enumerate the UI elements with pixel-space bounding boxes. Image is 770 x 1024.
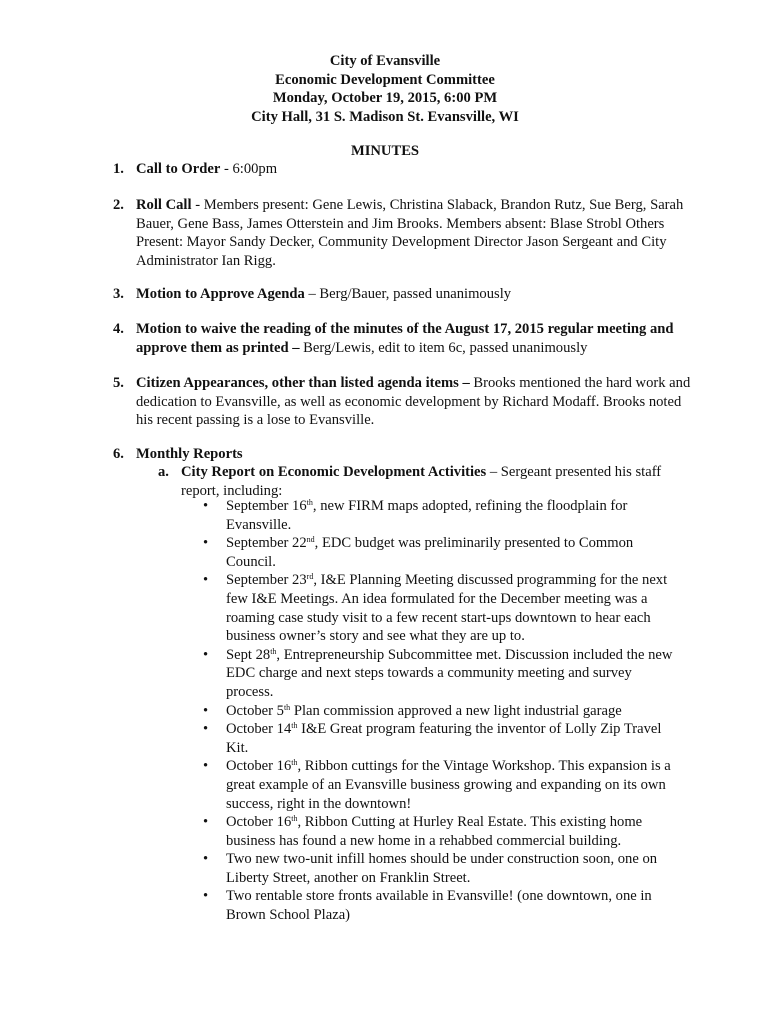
item-text: - 6:00pm xyxy=(220,161,278,177)
report-bullet-list xyxy=(200,497,680,925)
list-item: • September 16th, new FIRM maps adopted, refining the floodplain for Evansville. xyxy=(203,498,628,533)
agenda-item-4 xyxy=(113,320,693,357)
bullet-icon: • xyxy=(203,498,209,514)
agenda-item-6 xyxy=(113,445,693,464)
list-item: • Sept 28th, Entrepreneurship Subcommittee met. Discussion included the new EDC charge and next steps towards a community meeting and survey process. xyxy=(203,646,673,700)
item-title: Roll Call xyxy=(136,197,192,213)
bullet-icon: • xyxy=(203,572,209,589)
list-item: • Two new two-unit infill homes should be under construction soon, one on Liberty Street, another on Franklin Street. xyxy=(203,851,658,886)
document-header xyxy=(0,52,770,126)
item-title: Call to Order xyxy=(136,161,221,177)
item-title: Motion to waive the reading of the minutes of the August 17, 2015 regular meeting and approve them as printed – xyxy=(136,321,674,356)
list-item: • October 5th Plan commission approved a new light industrial garage xyxy=(203,702,622,719)
header-date: Monday, October 19, 2015, 6:00 PM xyxy=(272,90,498,106)
bullet-icon: • xyxy=(203,702,209,719)
item-number: 2. xyxy=(113,197,124,213)
item-text: - Members present: Gene Lewis, Christina Slaback, Brandon Rutz, Sue Berg, Sarah Bauer, Gene Bass, James Otterstein and Jim Brooks. Members absent: Blase Strobl Others Present: Mayor Sandy Decker, Community Development Director Jason Sergeant and City Administrator Ian Rigg. xyxy=(136,197,684,269)
item-text: Brooks mentioned the hard work and dedication to Evansville, as well as economic development by Richard Modaff. Brooks noted his recent passing is a lose to Evansville. xyxy=(136,375,691,429)
subitem-letter: a. xyxy=(158,464,169,480)
bullet-icon: • xyxy=(203,721,209,738)
agenda-item-2 xyxy=(113,196,693,270)
bullet-icon: • xyxy=(203,814,209,831)
item-number: 5. xyxy=(113,375,124,391)
monthly-report-subitem xyxy=(158,463,693,500)
header-location: City Hall, 31 S. Madison St. Evansville, WI xyxy=(251,108,519,125)
list-item: • October 14th I&E Great program featuring the inventor of Lolly Zip Travel Kit. xyxy=(203,721,662,756)
subitem-text: – Sergeant presented his staff report, including: xyxy=(181,464,662,499)
list-item: • September 23rd, I&E Planning Meeting discussed programming for the next few I&E Meetings. An idea formulated for the December meeting was a roaming case study visit to a few recent start-ups downtown to hear each business owner’s story and see what they are up to. xyxy=(203,572,668,645)
list-item: • October 16th, Ribbon cuttings for the Vintage Workshop. This expansion is a great example of an Evansville business growing and expanding on its own success, right in the downtown! xyxy=(203,758,671,812)
agenda-item-1 xyxy=(113,160,693,179)
header-city: City of Evansville xyxy=(329,53,441,69)
list-item: • October 16th, Ribbon Cutting at Hurley Real Estate. This existing home business has found a new home in a rehabbed commercial building. xyxy=(203,814,643,849)
bullet-icon: • xyxy=(203,646,209,663)
bullet-icon: • xyxy=(203,888,209,905)
agenda-item-5 xyxy=(113,374,693,430)
subitem-title: City Report on Economic Development Activities xyxy=(181,464,487,480)
list-item: • September 22nd, EDC budget was preliminarily presented to Common Council. xyxy=(203,535,634,570)
item-title: Motion to Approve Agenda xyxy=(136,286,305,302)
bullet-icon: • xyxy=(203,535,209,552)
item-number: 6. xyxy=(113,446,124,462)
agenda-item-3 xyxy=(113,285,693,304)
bullet-icon: • xyxy=(203,851,209,868)
item-text: – Berg/Bauer, passed unanimously xyxy=(304,286,512,302)
item-title: Citizen Appearances, other than listed agenda items – xyxy=(136,375,470,391)
header-committee: Economic Development Committee xyxy=(275,71,495,88)
minutes-title: MINUTES xyxy=(350,143,420,159)
item-text: Berg/Lewis, edit to item 6c, passed unanimously xyxy=(299,339,588,356)
item-title: Monthly Reports xyxy=(136,446,243,462)
item-number: 3. xyxy=(113,286,124,302)
item-number: 4. xyxy=(113,321,124,337)
list-item: • Two rentable store fronts available in Evansville! (one downtown, one in Brown School Plaza) xyxy=(203,888,652,924)
bullet-icon: • xyxy=(203,758,209,775)
item-number: 1. xyxy=(113,161,124,177)
